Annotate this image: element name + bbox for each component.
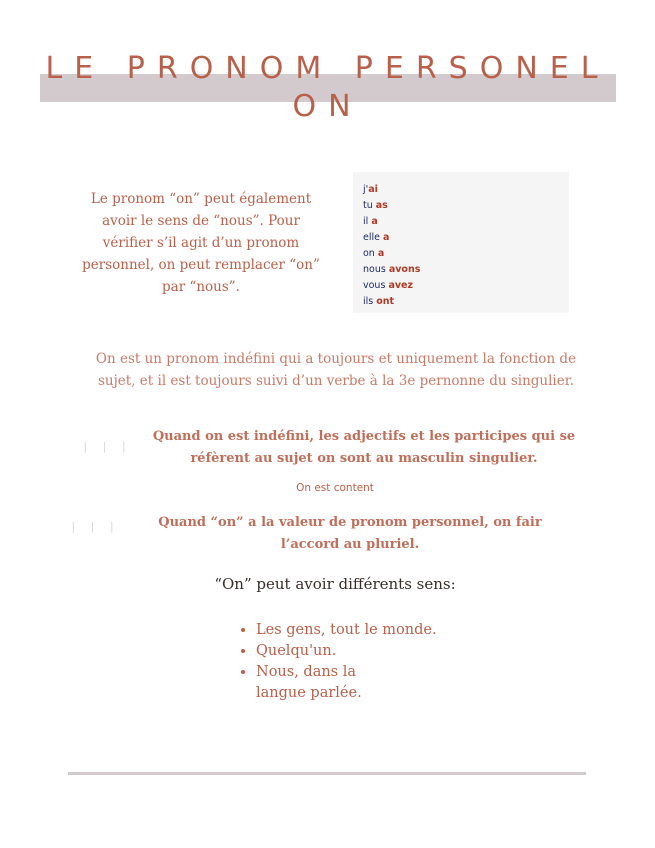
conjugation-row [363,294,420,310]
conjugation-pronoun: vous [363,280,389,291]
conjugation-table [353,172,569,313]
footer-divider [68,772,586,775]
senses-list [240,620,456,704]
conjugation-verb: as [375,200,388,211]
conjugation-verb: avez [388,280,414,291]
conjugation-pronoun: tu [363,200,376,211]
conjugation-pronoun: il [363,216,372,227]
rule-personal: Quand “on” a la valeur de pronom personnel, on fair l’accord au pluriel. [158,515,542,552]
conjugation-pronoun: on [363,248,378,259]
list-item: • Les gens, tout le monde. [256,620,456,641]
conjugation-pronoun: ils [363,296,377,307]
conjugation-row [363,198,420,214]
definition-paragraph: On est un pronom indéfini qui a toujours et uniquement la fonction de sujet, et il est toujours suivi d’un verbe à la 3e pernonne du singulier. [95,351,577,389]
conjugation-verb: avons [388,264,421,275]
list-item: • Quelqu'un. [256,641,456,662]
example-text: On est content [296,482,374,494]
conjugation-row [363,182,420,198]
conjugation-verb: a [383,232,390,243]
decorative-marks: | | | [82,440,131,453]
conjugation-verb: a [371,216,378,227]
conjugation-pronoun: j' [363,184,369,195]
list-item: • Nous, dans la langue parlée. [256,662,406,704]
title-line-1: LE PRONOM PERSONEL [45,51,610,86]
senses-heading: “On” peut avoir différents sens: [214,575,456,593]
decorative-marks: | | | [70,520,119,533]
conjugation-row [363,214,420,230]
rule-indefinite: Quand on est indéfini, les adjectifs et les participes qui se réfèrent au sujet on sont au masculin singulier. [152,429,576,466]
conjugation-pronoun: nous [363,264,389,275]
conjugation-verb: ai [368,184,378,195]
conjugation-row [363,230,420,246]
conjugation-list [363,182,420,310]
conjugation-row [363,246,420,262]
conjugation-pronoun: elle [363,232,383,243]
conjugation-row [363,278,420,294]
conjugation-verb: a [377,248,385,259]
intro-paragraph: Le pronom “on” peut également avoir le sens de “nous”. Pour vérifier s’il agit d’un pronom personnel, on peut remplacer “on” par “nous”. [82,191,320,295]
conjugation-verb: ont [376,296,395,307]
title-line-2: ON [292,89,363,124]
conjugation-row [363,262,420,278]
page-title [0,50,655,126]
